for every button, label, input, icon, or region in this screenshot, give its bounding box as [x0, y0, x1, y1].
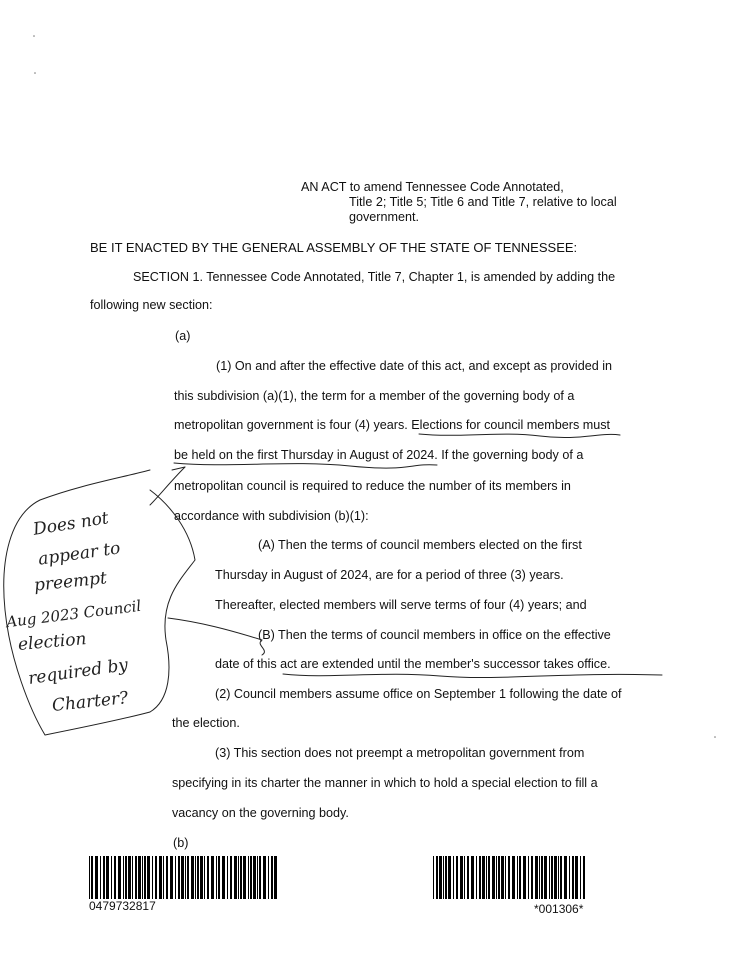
note-outline — [4, 470, 195, 735]
barcode-bar — [204, 856, 205, 899]
para-a3-line-1: (3) This section does not preempt a metropolitan government from — [215, 746, 585, 760]
barcode-bar — [482, 856, 485, 899]
barcode-bar — [227, 856, 228, 899]
barcode-bar — [492, 856, 495, 899]
barcode-bar — [152, 856, 153, 899]
barcode-bar — [541, 856, 543, 899]
barcode-bar — [114, 856, 116, 899]
handwritten-note-line-7: Charter? — [51, 688, 130, 716]
barcode-bar — [439, 856, 442, 899]
barcode-bar — [248, 856, 249, 899]
barcode-bar — [181, 856, 184, 899]
barcode-bar — [268, 856, 269, 899]
para-a3-line-2: specifying in its charter the manner in which to hold a special election to fill a — [172, 776, 598, 790]
barcode-bar — [187, 856, 189, 899]
barcode-bar — [271, 856, 273, 899]
barcode-bar — [467, 856, 469, 899]
barcode-bar — [274, 856, 277, 899]
barcode-bar — [519, 856, 521, 899]
para-a2-line-2: the election. — [172, 716, 240, 730]
barcode-bar — [508, 856, 510, 899]
barcode-bar — [523, 856, 526, 899]
para-a3-line-3: vacancy on the governing body. — [172, 806, 349, 820]
barcode-bar — [216, 856, 217, 899]
barcode-bar — [138, 856, 141, 899]
barcode-bar — [535, 856, 538, 899]
barcode-bar — [123, 856, 124, 899]
barcode-bar — [263, 856, 266, 899]
barcode-bar — [142, 856, 143, 899]
barcode-bar — [488, 856, 490, 899]
barcode-bar — [453, 856, 454, 899]
para-a1-line-4: be held on the first Thursday in August of 2024. If the governing body of a — [174, 448, 584, 462]
barcode-bar — [436, 856, 438, 899]
barcode-bar — [95, 856, 98, 899]
barcode-bar — [471, 856, 474, 899]
para-B-line-2: date of this act are extended until the member's successor takes office. — [215, 657, 611, 671]
barcode-bar — [222, 856, 225, 899]
barcode-bar — [195, 856, 196, 899]
subsection-b-label: (b) — [173, 836, 189, 850]
barcode-bar — [569, 856, 570, 899]
para-B-line-1: (B) Then the terms of council members in office on the effective — [258, 628, 611, 642]
barcode-bar — [135, 856, 137, 899]
barcode-bar — [132, 856, 133, 899]
caption-line-1: AN ACT to amend Tennessee Code Annotated, — [301, 180, 564, 194]
para-A-line-3: Thereafter, elected members will serve terms of four (4) years; and — [215, 598, 587, 612]
barcode-bar — [218, 856, 220, 899]
barcode-bar — [445, 856, 447, 899]
pointer-lower-hook — [260, 640, 264, 655]
barcode-bar — [147, 856, 150, 899]
subsection-a-label: (a) — [175, 329, 191, 343]
barcode-right — [433, 856, 590, 899]
barcode-bar — [185, 856, 186, 899]
enacting-clause: BE IT ENACTED BY THE GENERAL ASSEMBLY OF THE STATE OF TENNESSEE: — [90, 240, 578, 255]
barcode-bar — [433, 856, 434, 899]
para-a1-line-2: this subdivision (a)(1), the term for a member of the governing body of a — [174, 389, 575, 403]
barcode-bar — [178, 856, 180, 899]
handwritten-note-line-5: election — [17, 629, 88, 655]
barcode-bar — [91, 856, 93, 899]
barcode-bar — [111, 856, 112, 899]
pointer-upper — [150, 467, 185, 505]
barcode-bar — [100, 856, 101, 899]
barcode-bar — [486, 856, 487, 899]
barcode-bar — [564, 856, 567, 899]
para-a1-line-5: metropolitan council is required to reduce the number of its members in — [174, 479, 571, 493]
barcode-bar — [544, 856, 547, 899]
barcode-bar — [144, 856, 146, 899]
barcode-bar — [106, 856, 109, 899]
barcode-bar — [234, 856, 237, 899]
barcode-left-number: 0479732817 — [89, 899, 156, 913]
underline-elections — [419, 434, 620, 438]
para-a1-line-6: accordance with subdivision (b)(1): — [174, 509, 369, 523]
barcode-bar — [240, 856, 242, 899]
caption-line-3: government. — [349, 210, 420, 224]
barcode-bar — [460, 856, 463, 899]
para-a1-line-3: metropolitan government is four (4) years. Elections for council members must — [174, 418, 611, 432]
para-a2-line-1: (2) Council members assume office on September 1 following the date of — [215, 687, 622, 701]
handwritten-note-line-6: required by — [27, 655, 130, 689]
barcode-bar — [89, 856, 90, 899]
barcode-bar — [159, 856, 162, 899]
barcode-bar — [170, 856, 173, 899]
handwritten-note-line-1: Does not — [31, 508, 111, 540]
barcode-bar — [166, 856, 168, 899]
underline-extended — [283, 674, 662, 678]
para-A-line-1: (A) Then the terms of council members elected on the first — [258, 538, 582, 552]
barcode-bar — [253, 856, 256, 899]
barcode-bar — [125, 856, 127, 899]
section-1-heading: SECTION 1. Tennessee Code Annotated, Title 7, Chapter 1, is amended by adding the — [133, 270, 616, 284]
barcode-bar — [528, 856, 529, 899]
barcode-bar — [549, 856, 550, 899]
barcode-bar — [443, 856, 444, 899]
caption-line-2: Title 2; Title 5; Title 6 and Title 7, relative to local — [349, 195, 617, 209]
barcode-bar — [238, 856, 239, 899]
barcode-bar — [155, 856, 157, 899]
pointer-lower — [168, 618, 262, 640]
barcode-bar — [243, 856, 246, 899]
barcode-bar — [531, 856, 533, 899]
barcode-bar — [539, 856, 540, 899]
barcode-bar — [259, 856, 261, 899]
barcode-bar — [448, 856, 451, 899]
barcode-bar — [128, 856, 131, 899]
barcode-bar — [464, 856, 465, 899]
barcode-bar — [250, 856, 252, 899]
barcode-bar — [230, 856, 232, 899]
barcode-bar — [575, 856, 578, 899]
barcode-right-number: *001306* — [534, 902, 584, 916]
barcode-bar — [476, 856, 477, 899]
barcode-left — [89, 856, 280, 899]
barcode-bar — [163, 856, 164, 899]
barcode-bar — [583, 856, 585, 899]
barcode-bar — [456, 856, 458, 899]
barcode-bar — [517, 856, 518, 899]
barcode-bar — [200, 856, 203, 899]
barcode-bar — [479, 856, 481, 899]
handwritten-note-line-4: Aug 2023 Council — [5, 596, 143, 632]
barcode-bar — [572, 856, 574, 899]
barcode-bar — [191, 856, 194, 899]
handwritten-note-line-2: appear to — [36, 538, 122, 570]
para-A-line-2: Thursday in August of 2024, are for a period of three (3) years. — [215, 568, 564, 582]
handwritten-note-line-3: preempt — [33, 568, 108, 596]
barcode-bar — [498, 856, 500, 899]
barcode-bar — [560, 856, 562, 899]
barcode-bar — [580, 856, 581, 899]
underline-held — [174, 463, 437, 468]
barcode-bar — [103, 856, 105, 899]
para-a1-line-1: (1) On and after the effective date of this act, and except as provided in — [216, 359, 613, 373]
barcode-bar — [175, 856, 176, 899]
barcode-bar — [496, 856, 497, 899]
barcode-bar — [551, 856, 553, 899]
barcode-bar — [501, 856, 504, 899]
barcode-bar — [558, 856, 559, 899]
section-1-continuation: following new section: — [90, 298, 213, 312]
barcode-bar — [197, 856, 199, 899]
barcode-bar — [211, 856, 214, 899]
barcode-bar — [118, 856, 121, 899]
barcode-bar — [257, 856, 258, 899]
barcode-bar — [505, 856, 506, 899]
barcode-bar — [512, 856, 515, 899]
barcode-bar — [207, 856, 209, 899]
barcode-bar — [554, 856, 557, 899]
